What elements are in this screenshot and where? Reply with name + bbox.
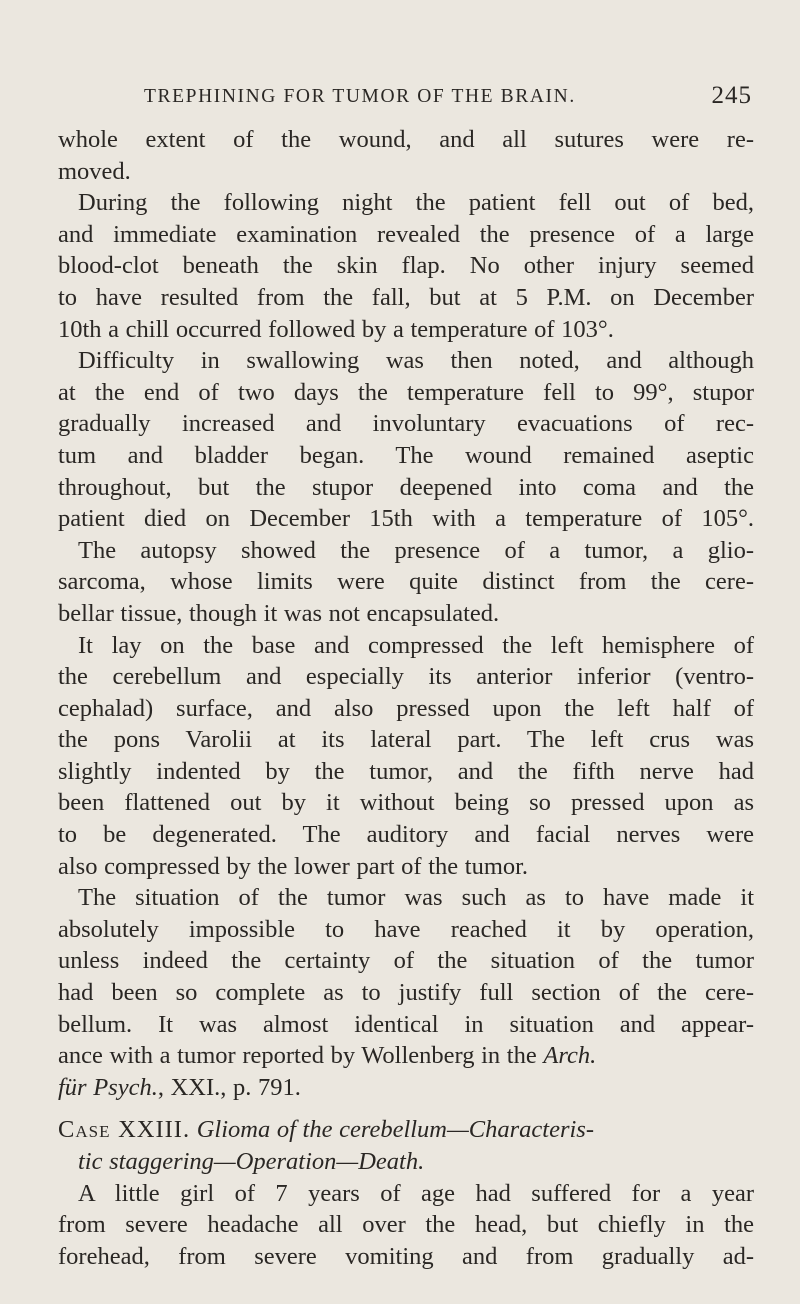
- text-line: been flattened out by it without being so pressed upon as: [58, 789, 754, 817]
- text-line: A little girl of 7 years of age had suffered for a year: [78, 1179, 754, 1207]
- case-label: Case XXIII.: [58, 1116, 191, 1144]
- text-line: 10th a chill occurred followed by a temperature of 103°.: [58, 315, 614, 343]
- text-line: slightly indented by the tumor, and the fifth nerve had: [58, 757, 754, 785]
- text-line: to have resulted from the fall, but at 5 P.M. on December: [58, 283, 754, 311]
- text-line: bellar tissue, though it was not encapsulated.: [58, 599, 500, 627]
- page-number: 245: [711, 82, 752, 109]
- text-line: absolutely impossible to have reached it by operation,: [58, 915, 754, 943]
- text-span: ance with a tumor reported by Wollenberg in the: [58, 1042, 537, 1070]
- page-body: [58, 124, 754, 1272]
- case-title-continued: tic staggering—Operation—Death.: [78, 1148, 425, 1175]
- text-line: blood-clot beneath the skin flap. No other injury seemed: [58, 252, 754, 280]
- text-line: During the following night the patient fell out of bed,: [78, 189, 754, 217]
- text-line: sarcoma, whose limits were quite distinct from the cere-: [58, 568, 754, 596]
- text-line: also compressed by the lower part of the tumor.: [58, 852, 529, 880]
- text-line: whole extent of the wound, and all sutures were re-: [58, 126, 754, 153]
- text-line: at the end of two days the temperature fell to 99°, stupor: [58, 378, 754, 406]
- section-gap: [58, 1103, 754, 1114]
- text-line: bellum. It was almost identical in situation and appear-: [58, 1010, 754, 1038]
- page-header: [144, 82, 752, 116]
- text-line: patient died on December 15th with a temperature of 105°.: [58, 505, 754, 533]
- text-line: throughout, but the stupor deepened into coma and the: [58, 473, 754, 501]
- text-line: Difficulty in swallowing was then noted, and although: [78, 347, 754, 375]
- journal-title: für Psych.: [58, 1073, 158, 1101]
- text-line: unless indeed the certainty of the situation of the tumor: [58, 947, 754, 975]
- text-line: the pons Varolii at its lateral part. The left crus was: [58, 726, 754, 754]
- text-line: forehead, from severe vomiting and from gradually ad-: [58, 1242, 754, 1270]
- journal-title: Arch.: [543, 1042, 597, 1070]
- case-heading: [58, 1114, 754, 1146]
- text-line: [58, 1040, 754, 1072]
- case-title: Glioma of the cerebellum—Characteris-: [196, 1116, 594, 1144]
- text-line: [58, 1072, 754, 1104]
- text-line: tum and bladder began. The wound remained aseptic: [58, 441, 754, 469]
- text-line: gradually increased and involuntary evacuations of rec-: [58, 410, 754, 438]
- text-line: It lay on the base and compressed the left hemisphere of: [78, 631, 754, 659]
- text-line: The autopsy showed the presence of a tumor, a glio-: [78, 536, 754, 564]
- text-line: from severe headache all over the head, but chiefly in the: [58, 1211, 754, 1239]
- text-line: and immediate examination revealed the presence of a large: [58, 220, 754, 248]
- running-head: TREPHINING FOR TUMOR OF THE BRAIN.: [144, 86, 576, 107]
- text-line: the cerebellum and especially its anterior inferior (ventro-: [58, 663, 754, 691]
- text-line: The situation of the tumor was such as to have made it: [78, 884, 754, 912]
- text-span: , XXI., p. 791.: [157, 1073, 301, 1101]
- text-line: cephalad) surface, and also pressed upon the left half of: [58, 694, 754, 722]
- text-line: to be degenerated. The auditory and facial nerves were: [58, 821, 754, 849]
- text-line: had been so complete as to justify full section of the cere-: [58, 979, 754, 1007]
- text-line: moved.: [58, 157, 131, 185]
